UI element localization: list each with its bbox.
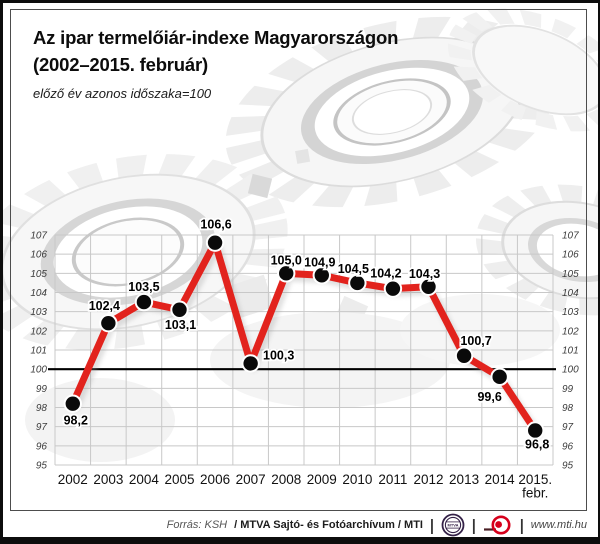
x-axis-label: 2012: [413, 472, 444, 487]
title-block: [33, 24, 398, 101]
data-point: [491, 369, 507, 385]
x-axis-label: 2002: [57, 472, 88, 487]
x-axis-label: 2011: [378, 472, 408, 487]
y-axis-tick-label-left: 99: [35, 383, 47, 395]
x-axis-label: 2005: [164, 472, 195, 487]
y-axis-tick-label-right: 103: [562, 307, 579, 319]
data-point: [242, 355, 258, 371]
x-axis-label: 2004: [128, 472, 159, 487]
data-point: [349, 275, 365, 291]
data-point: [65, 395, 81, 411]
mti-logo-icon: [483, 513, 513, 537]
y-axis-tick-label-right: 96: [562, 441, 574, 453]
mtva-logo-text: MTVA: [447, 522, 459, 528]
separator: |: [471, 515, 476, 535]
y-axis-tick-label-right: 106: [562, 249, 579, 261]
data-point-label: 103,1: [164, 317, 197, 332]
data-point-label: 105,0: [270, 253, 302, 268]
y-axis-tick-label-right: 107: [562, 230, 579, 242]
x-axis-label: 2013: [449, 472, 480, 487]
y-axis-tick-label-left: 96: [35, 441, 47, 453]
x-axis-label: 2015. febr.: [518, 472, 553, 501]
outer-border-top: [0, 0, 600, 3]
x-axis-label: 2006: [200, 472, 231, 487]
source-label: Forrás: KSH: [166, 519, 228, 531]
y-axis-tick-label-right: 95: [562, 460, 574, 472]
x-axis-label: 2009: [306, 472, 337, 487]
chart-title-line2: (2002–2015. február): [33, 54, 208, 75]
separator: |: [519, 515, 524, 535]
outer-border-bottom: [0, 537, 600, 544]
data-point: [171, 302, 187, 318]
data-point: [456, 348, 472, 364]
chart-subtitle: előző év azonos időszaka=100: [33, 86, 212, 101]
data-point-label: 102,4: [88, 299, 120, 314]
outer-border-left: [0, 0, 3, 544]
y-axis-tick-label-right: 100: [562, 364, 579, 376]
y-axis-tick-label-right: 99: [562, 383, 574, 395]
x-axis-label: 2010: [342, 472, 373, 487]
mtva-logo-icon: [441, 513, 465, 537]
y-axis-tick-label-left: 105: [30, 268, 47, 280]
data-point: [136, 294, 152, 310]
x-axis-label: 2007: [235, 472, 266, 487]
data-point-label: 104,2: [370, 266, 402, 281]
data-point: [207, 234, 223, 250]
y-axis-tick-label-left: 101: [30, 345, 47, 357]
x-axis-label: 2008: [271, 472, 302, 487]
data-point-label: 104,9: [304, 255, 336, 270]
data-point: [527, 422, 543, 438]
y-axis-tick-label-left: 97: [35, 422, 47, 434]
data-point: [385, 280, 401, 296]
website-label: www.mti.hu: [530, 519, 587, 531]
data-point-label: 100,7: [460, 333, 492, 348]
y-axis-tick-label-right: 97: [562, 422, 574, 434]
source-agencies: / MTVA Sajtó- és Fotóarchívum / MTI: [234, 519, 423, 531]
data-point-label: 100,3: [263, 348, 295, 363]
x-axis-label: 2003: [93, 472, 124, 487]
y-axis-tick-label-left: 106: [30, 249, 47, 261]
chart-title-line1: Az ipar termelőiár-indexe Magyarországon: [33, 27, 399, 48]
data-point-label: 106,6: [200, 217, 232, 232]
data-point: [278, 265, 294, 281]
y-axis-tick-label-left: 104: [30, 288, 47, 299]
y-axis-tick-label-right: 104: [562, 288, 579, 299]
data-point: [100, 315, 116, 331]
data-point-label: 104,5: [337, 261, 369, 276]
data-point: [314, 267, 330, 283]
y-axis-tick-label-left: 102: [30, 326, 47, 338]
data-point-label: 99,6: [477, 389, 502, 404]
separator: |: [429, 515, 434, 535]
y-axis-tick-label-left: 95: [35, 460, 47, 472]
data-point-label: 96,8: [525, 437, 550, 452]
y-axis-tick-label-right: 105: [562, 268, 579, 280]
data-point-label: 104,3: [408, 266, 441, 281]
y-axis-tick-label-left: 98: [35, 403, 47, 414]
data-point-label: 98,2: [63, 413, 88, 428]
data-point: [420, 279, 436, 295]
y-axis-tick-label-left: 100: [30, 364, 47, 376]
y-axis-tick-label-left: 107: [30, 230, 47, 242]
footer-credits: [167, 513, 587, 537]
x-axis-label: 2014: [484, 472, 515, 487]
y-axis-tick-label-left: 103: [30, 307, 47, 319]
y-axis-tick-label-right: 102: [562, 326, 579, 338]
y-axis-tick-label-right: 98: [562, 403, 574, 414]
data-point-label: 103,5: [128, 280, 160, 295]
y-axis-tick-label-right: 101: [562, 345, 579, 357]
